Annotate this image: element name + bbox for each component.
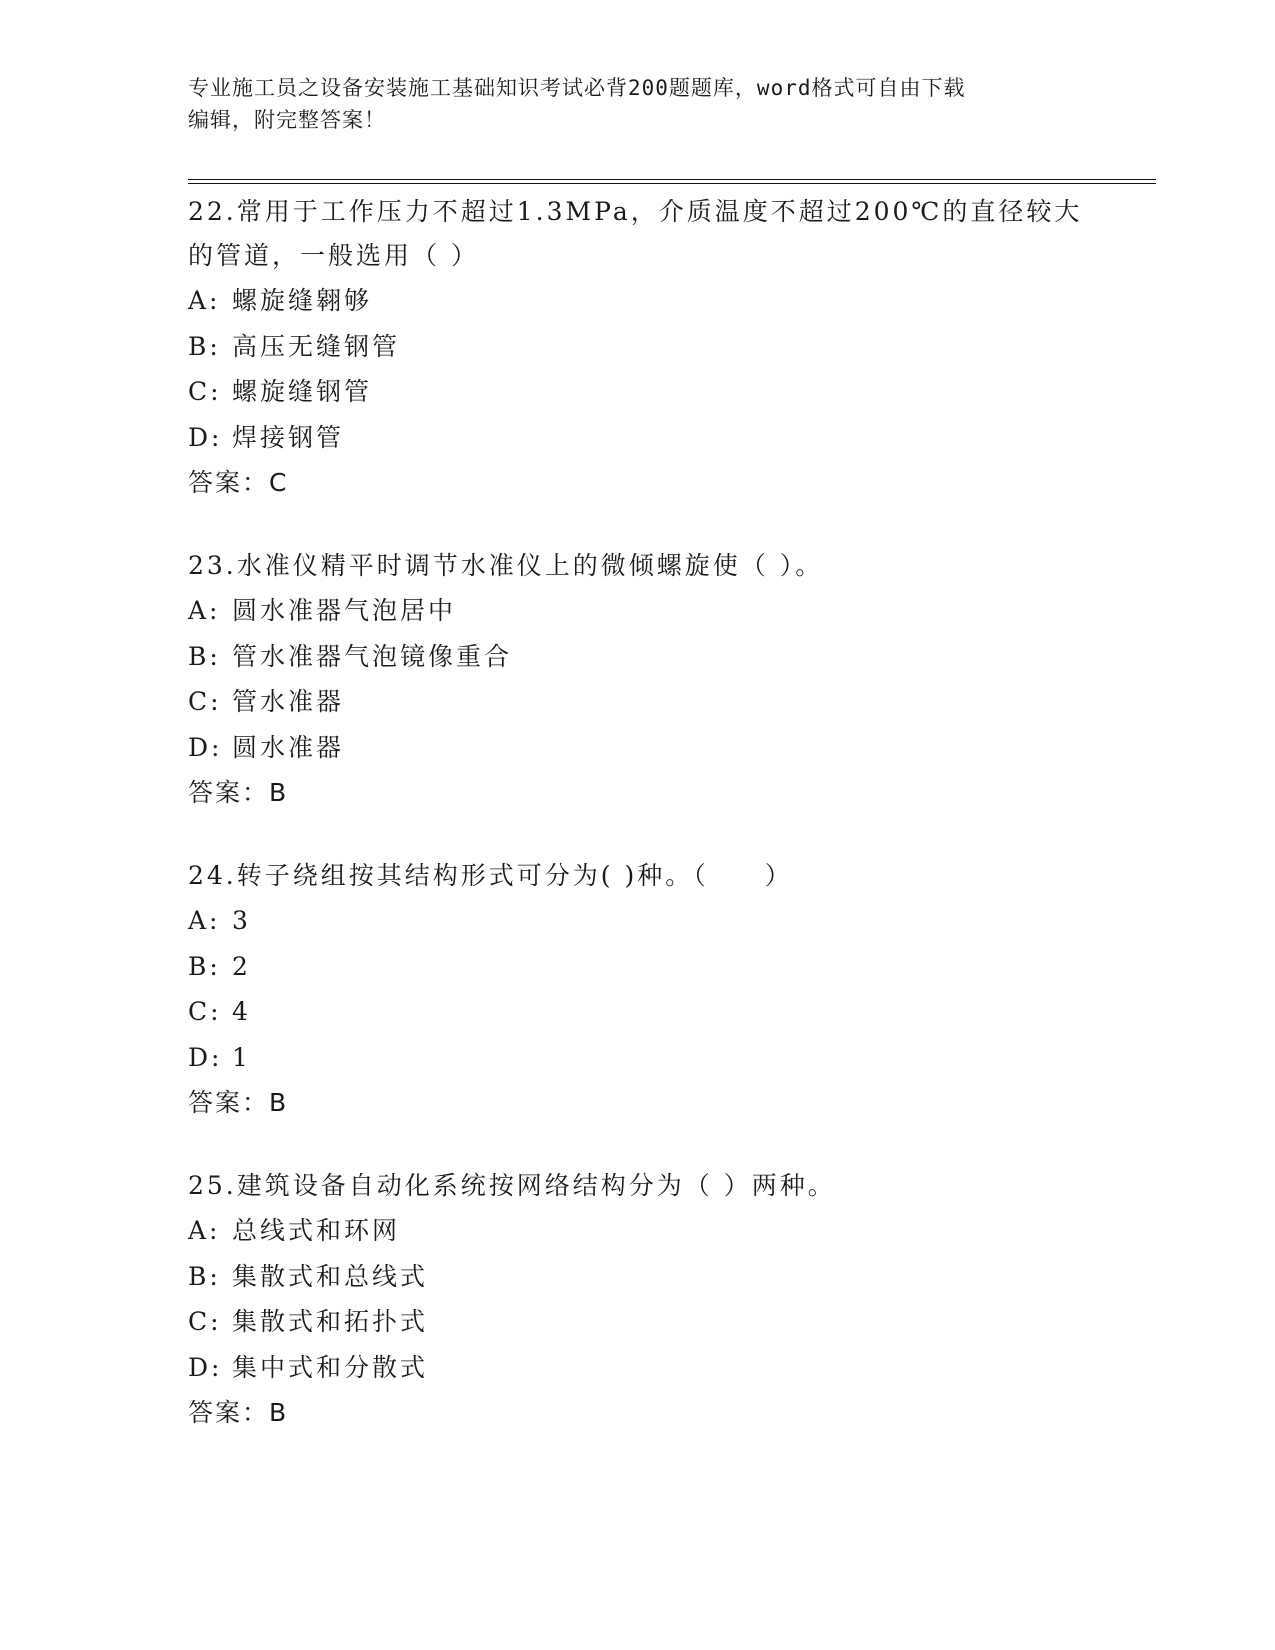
option-key: C: <box>188 377 222 406</box>
option-c <box>188 679 1088 725</box>
option-key: D: <box>188 1042 223 1072</box>
question-stem-line-1: 25.建筑设备自动化系统按网络结构分为（ ）两种。 <box>188 1171 836 1200</box>
question-22 <box>188 190 1088 505</box>
option-text: 圆水准器气泡居中 <box>232 596 457 625</box>
option-key: D: <box>188 422 223 452</box>
option-d <box>188 1345 1088 1391</box>
option-key: C: <box>188 997 222 1026</box>
option-key: B: <box>188 331 221 361</box>
option-a <box>188 278 1088 324</box>
option-text: 总线式和环网 <box>232 1216 401 1245</box>
option-b <box>188 1254 1088 1300</box>
question-stem <box>188 1164 1088 1208</box>
option-b <box>188 944 1088 990</box>
option-key: A: <box>188 596 221 625</box>
question-list <box>188 190 1088 1474</box>
option-text: 螺旋缝翱够 <box>232 286 373 315</box>
option-d <box>188 725 1088 771</box>
option-text: 管水准器气泡镜像重合 <box>232 641 513 671</box>
option-text: 集中式和分散式 <box>232 1352 429 1382</box>
answer-line: 答案：C <box>188 468 289 497</box>
question-stem <box>188 854 1088 898</box>
option-text: 集散式和总线式 <box>232 1261 429 1291</box>
option-c <box>188 1299 1088 1345</box>
option-key: A: <box>188 906 221 935</box>
option-text: 管水准器 <box>232 687 345 716</box>
header-line-2: 编辑，附完整答案！ <box>188 108 386 132</box>
header-line-1: 专业施工员之设备安装施工基础知识考试必背200题题库，word格式可自由下载 <box>188 76 966 100</box>
option-text: 圆水准器 <box>232 732 345 762</box>
question-stem-line-1: 23.水准仪精平时调节水准仪上的微倾螺旋使（ ）。 <box>188 551 824 580</box>
option-key: C: <box>188 687 222 716</box>
option-key: C: <box>188 1307 222 1336</box>
question-25 <box>188 1164 1088 1435</box>
question-stem-line-1: 22.常用于工作压力不超过1.3MPa，介质温度不超过200℃的直径较大 <box>188 197 1083 226</box>
option-text: 2 <box>232 951 251 981</box>
option-key: B: <box>188 1261 221 1291</box>
question-stem <box>188 190 1088 278</box>
option-text: 高压无缝钢管 <box>232 331 401 361</box>
answer-line: 答案：B <box>188 1398 289 1427</box>
option-b <box>188 324 1088 370</box>
option-key: B: <box>188 641 221 671</box>
answer-line: 答案：B <box>188 1088 289 1117</box>
option-c <box>188 369 1088 415</box>
option-text: 1 <box>232 1042 251 1072</box>
question-stem <box>188 544 1088 588</box>
option-key: D: <box>188 1352 223 1382</box>
option-d <box>188 1035 1088 1081</box>
option-d <box>188 415 1088 461</box>
question-23 <box>188 544 1088 815</box>
option-key: A: <box>188 286 221 315</box>
option-a <box>188 1208 1088 1254</box>
header-divider-bottom <box>188 183 1156 184</box>
option-text: 集散式和拓扑式 <box>232 1307 429 1336</box>
option-text: 3 <box>232 906 251 935</box>
option-b <box>188 634 1088 680</box>
document-header <box>188 72 1068 136</box>
option-text: 螺旋缝钢管 <box>232 377 373 406</box>
option-key: B: <box>188 951 221 981</box>
answer-line: 答案：B <box>188 778 289 807</box>
option-key: D: <box>188 732 223 762</box>
header-divider-top <box>188 179 1156 180</box>
option-a <box>188 588 1088 634</box>
option-a <box>188 898 1088 944</box>
question-stem-line-1: 24.转子绕组按其结构形式可分为( )种。（ ） <box>188 861 793 890</box>
question-stem-line-2: 的管道，一般选用（ ） <box>188 241 479 270</box>
option-text: 4 <box>232 997 251 1026</box>
question-24 <box>188 854 1088 1125</box>
option-text: 焊接钢管 <box>232 422 345 452</box>
option-c <box>188 989 1088 1035</box>
option-key: A: <box>188 1216 221 1245</box>
